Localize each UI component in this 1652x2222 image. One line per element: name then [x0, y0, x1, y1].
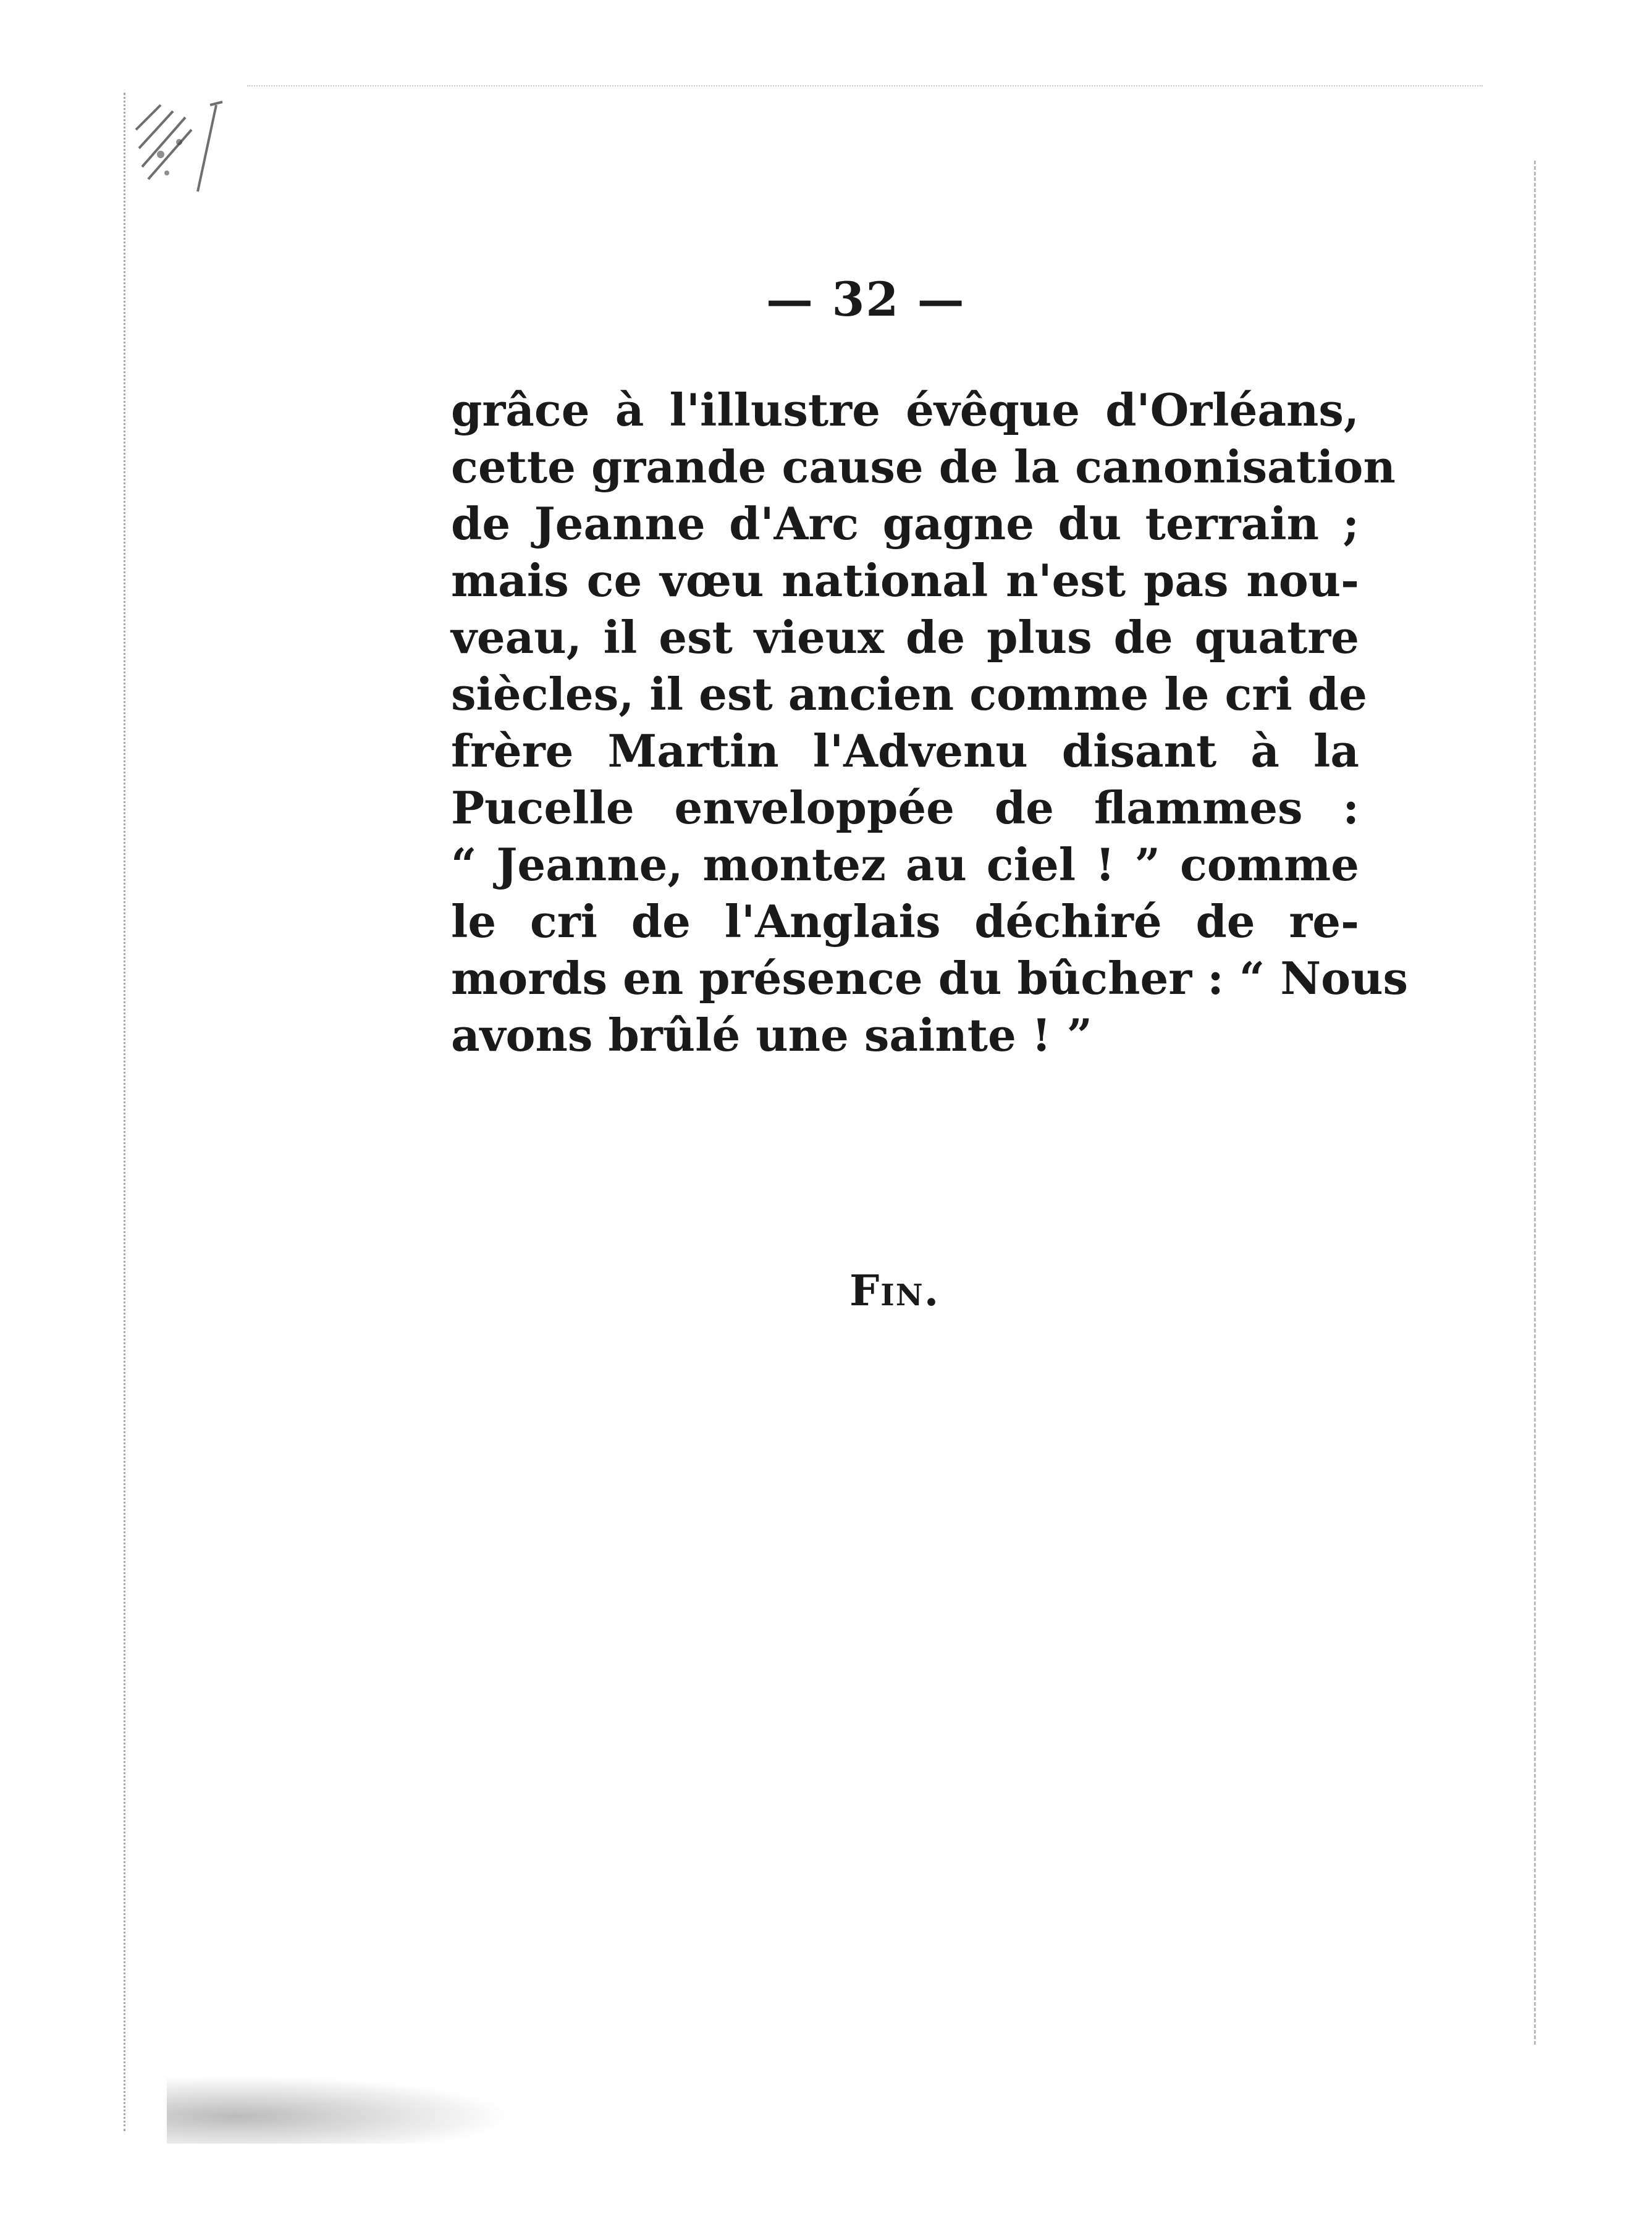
- text-line: grâce à l'illustre évêque d'Orléans,: [451, 384, 1359, 436]
- text-line: veau, il est vieux de plus de quatre: [451, 611, 1359, 663]
- text-line: siècles, il est ancien comme le cri de: [451, 668, 1367, 720]
- page-number: — 32 —: [766, 272, 966, 327]
- text-line: mais ce vœu national n'est pas nou-: [451, 554, 1359, 607]
- text-line: le cri de l'Anglais déchiré de re-: [451, 895, 1359, 948]
- scan-right-edge: [1529, 161, 1536, 2045]
- text-line: frère Martin l'Advenu disant à la: [451, 725, 1359, 777]
- ending-word: Fin.: [849, 1266, 940, 1316]
- text-line: avons brûlé une sainte ! ”: [451, 1009, 1092, 1061]
- body-text: [451, 382, 1409, 1064]
- text-line: “ Jeanne, montez au ciel ! ” comme: [451, 838, 1359, 891]
- text-line: de Jeanne d'Arc gagne du terrain ;: [451, 497, 1359, 550]
- text-line: mords en présence du bûcher : “ Nous: [451, 952, 1409, 1004]
- text-line: Pucelle enveloppée de flammes :: [451, 781, 1359, 834]
- scan-bottom-smudge: [167, 2076, 513, 2144]
- scan-top-edge: [247, 85, 1483, 89]
- corner-scribble-mark: [124, 93, 241, 198]
- scan-left-edge: [124, 93, 144, 2131]
- text-line: cette grande cause de la canonisation: [451, 440, 1396, 493]
